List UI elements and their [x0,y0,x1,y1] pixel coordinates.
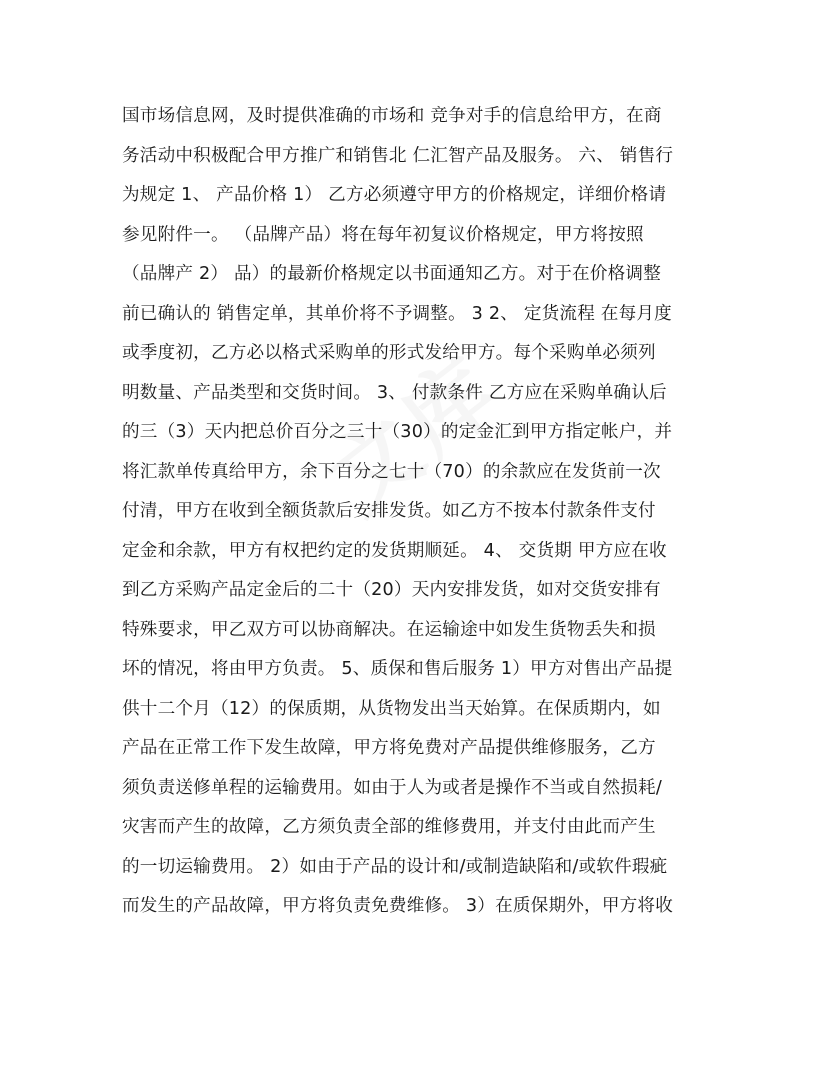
text-line: 特殊要求，甲乙双方可以协商解决。在运输途中如发生货物丢失和损 [122,619,656,640]
text-line: 付清，甲方在收到全额货款后安排发货。如乙方不按本付款条件支付 [122,501,656,521]
text-line: 明数量、产品类型和交货时间。 3、 付款条件 乙方应在采购单确认后 [122,382,667,403]
text-line: （品牌产 2） 品）的最新价格规定以书面通知乙方。对于在价格调整 [122,264,662,284]
text-line: 灾害而产生的故障，乙方须负责全部的维修费用，并支付由此而产生 [122,817,656,837]
text-line: 将汇款单传真给甲方，余下百分之七十（70）的余款应在发货前一次 [122,461,661,482]
text-line: 前已确认的 销售定单，其单价将不予调整。 3 2、 定货流程 在每月度 [122,303,672,324]
text-line: 务活动中积极配合甲方推广和销售北 仁汇智产品及服务。 六、 销售行 [122,145,674,166]
text-line: 须负责送修单程的运输费用。如由于人为或者是操作不当或自然损耗/ [122,777,662,798]
text-line: 为规定 1、 产品价格 1） 乙方必须遵守甲方的价格规定，详细价格请 [122,185,667,205]
text-line: 而发生的产品故障，甲方将负责免费维修。 3）在质保期外，甲方将收 [122,896,674,916]
text-line: 到乙方采购产品定金后的二十（20）天内安排发货，如对交货安排有 [122,580,661,600]
text-line: 国市场信息网，及时提供准确的市场和 竞争对手的信息给甲方，在商 [122,106,662,126]
text-line: 供十二个月（12）的保质期，从货物发出当天始算。在保质期内，如 [122,698,661,719]
text-line: 参见附件一。 （品牌产品）将在每年初复议价格规定，甲方将按照 [122,224,644,245]
text-line: 或季度初，乙方必以格式采购单的形式发给甲方。每个采购单必须列 [122,343,656,363]
document-body [122,97,722,927]
text-line: 产品在正常工作下发生故障，甲方将免费对产品提供维修服务，乙方 [122,738,656,758]
text-line: 的三（3）天内把总价百分之三十（30）的定金汇到甲方指定帐户，并 [122,422,673,442]
text-line: 定金和余款，甲方有权把约定的发货期顺延。 4、 交货期 甲方应在收 [122,540,667,561]
text-line: 的一切运输费用。 2）如由于产品的设计和/或制造缺陷和/或软件瑕疵 [122,856,668,877]
text-line: 坏的情况，将由甲方负责。 5、质保和售后服务 1）甲方对售出产品提 [122,659,673,679]
